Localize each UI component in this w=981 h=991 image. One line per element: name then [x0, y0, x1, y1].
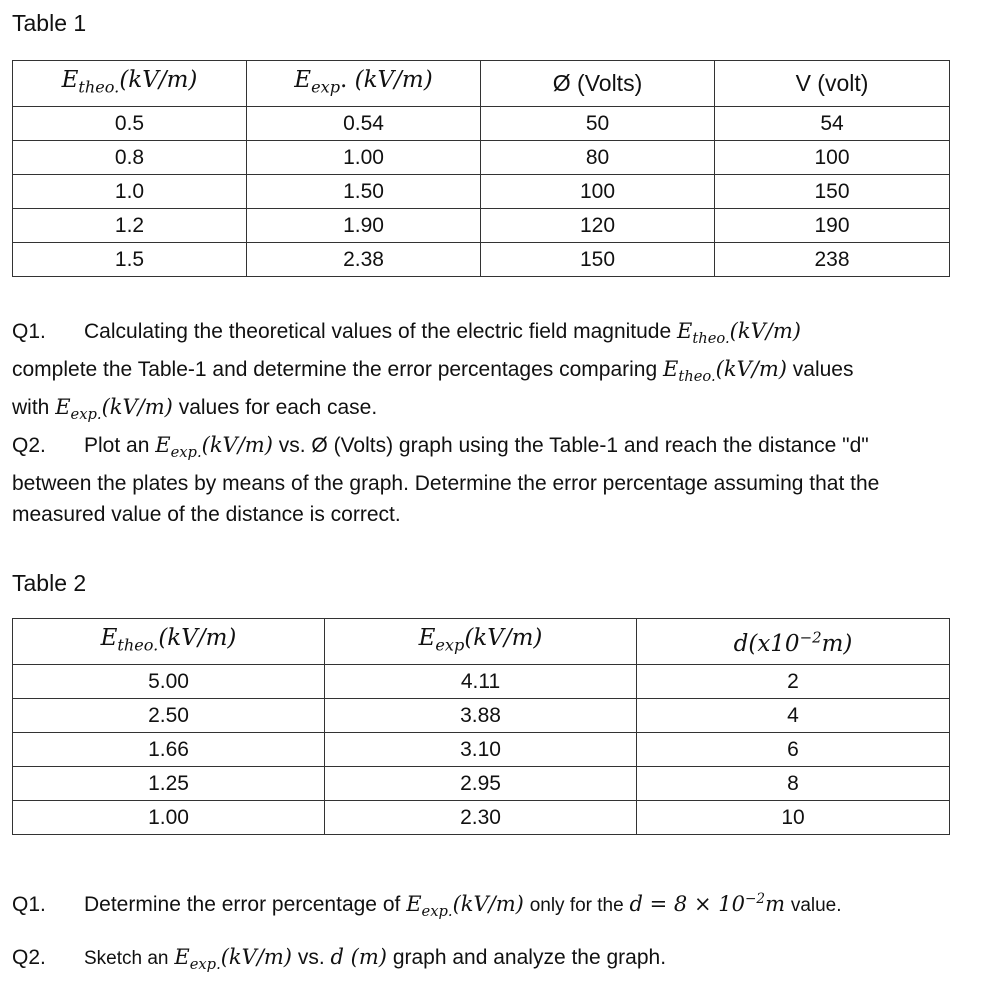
table-cell: 2.30	[325, 800, 637, 834]
table1-header-potential: Ø (Volts)	[481, 61, 715, 107]
table-cell: 8	[637, 766, 950, 800]
table-cell: 54	[715, 106, 950, 140]
table2-header-e-theo: $E_{theo.}(kV/m)$	[13, 619, 325, 665]
table-cell: 80	[481, 140, 715, 174]
question-2-table2: Q2. Sketch an $E_{exp.}(kV/m)$ vs. d (m) graph and analyze the graph.	[12, 942, 962, 980]
table-cell: 1.25	[13, 766, 325, 800]
question-number: Q1.	[12, 893, 46, 916]
table-cell: 1.5	[13, 242, 247, 276]
table-cell: 0.8	[13, 140, 247, 174]
table-cell: 120	[481, 208, 715, 242]
table-row	[13, 800, 950, 834]
table-cell: 238	[715, 242, 950, 276]
table1-header-row	[13, 61, 950, 107]
table2-caption: Table 2	[12, 570, 87, 596]
table-cell: 3.10	[325, 732, 637, 766]
table-cell: 1.90	[247, 208, 481, 242]
table-cell: 50	[481, 106, 715, 140]
table-cell: 10	[637, 800, 950, 834]
question-1-table1: Q1. Calculating the theoretical values of the electric field magnitude $E_{theo.}(kV/m)$ complete the Table-1 and determine the error percentages comparing $E_{theo.}(kV/m)$ values with $E_{exp.}(kV/m)$ values for each case.	[12, 316, 962, 431]
table-cell: 3.88	[325, 698, 637, 732]
table-row	[13, 106, 950, 140]
table-row	[13, 242, 950, 276]
table-row	[13, 140, 950, 174]
table-cell: 4.11	[325, 664, 637, 698]
table1-header-e-exp: $E_{exp}$. (kV/m)	[247, 61, 481, 107]
table-cell: 1.00	[13, 800, 325, 834]
table-row	[13, 732, 950, 766]
question-number: Q2.	[12, 434, 46, 457]
e-theo-symbol: $E_{theo.}(kV/m)$	[677, 319, 801, 348]
table-cell: 1.66	[13, 732, 325, 766]
table-cell: 1.00	[247, 140, 481, 174]
table-cell: 1.0	[13, 174, 247, 208]
table-cell: 0.54	[247, 106, 481, 140]
table-cell: 150	[715, 174, 950, 208]
question-2-table1: Q2. Plot an $E_{exp.}(kV/m)$ vs. Ø (Volts) graph using the Table-1 and reach the distance "d" between the plates by means of the graph. Determine the error percentage assuming that the measured value of the distance is correct.	[12, 430, 962, 530]
table-cell: 100	[481, 174, 715, 208]
table-cell: 1.50	[247, 174, 481, 208]
table1-header-e-theo: $E_{theo.}(kV/m)$	[13, 61, 247, 107]
table-cell: 5.00	[13, 664, 325, 698]
table-cell: 2.50	[13, 698, 325, 732]
table-row	[13, 174, 950, 208]
table2	[12, 618, 950, 835]
table-row	[13, 698, 950, 732]
table-row	[13, 208, 950, 242]
table1-caption: Table 1	[12, 10, 87, 36]
table-cell: 150	[481, 242, 715, 276]
table-cell: 100	[715, 140, 950, 174]
table-cell: 2	[637, 664, 950, 698]
table2-header-distance: $d(x10^{-2}m)$	[637, 619, 950, 665]
table-cell: 2.95	[325, 766, 637, 800]
table1	[12, 60, 950, 277]
table-row	[13, 664, 950, 698]
question-number: Q1.	[12, 320, 46, 343]
table2-header-e-exp: $E_{exp}(kV/m)$	[325, 619, 637, 665]
table1-header-voltage: V (volt)	[715, 61, 950, 107]
question-1-table2: Q1. Determine the error percentage of $E_{exp.}(kV/m)$ only for the $d = 8 \times 10^{-2}m$ value.	[12, 891, 842, 921]
table-cell: 4	[637, 698, 950, 732]
table-cell: 190	[715, 208, 950, 242]
table-cell: 0.5	[13, 106, 247, 140]
table-cell: 6	[637, 732, 950, 766]
table2-header-row	[13, 619, 950, 665]
table-cell: 1.2	[13, 208, 247, 242]
question-number: Q2.	[12, 946, 46, 969]
table-row	[13, 766, 950, 800]
table-cell: 2.38	[247, 242, 481, 276]
